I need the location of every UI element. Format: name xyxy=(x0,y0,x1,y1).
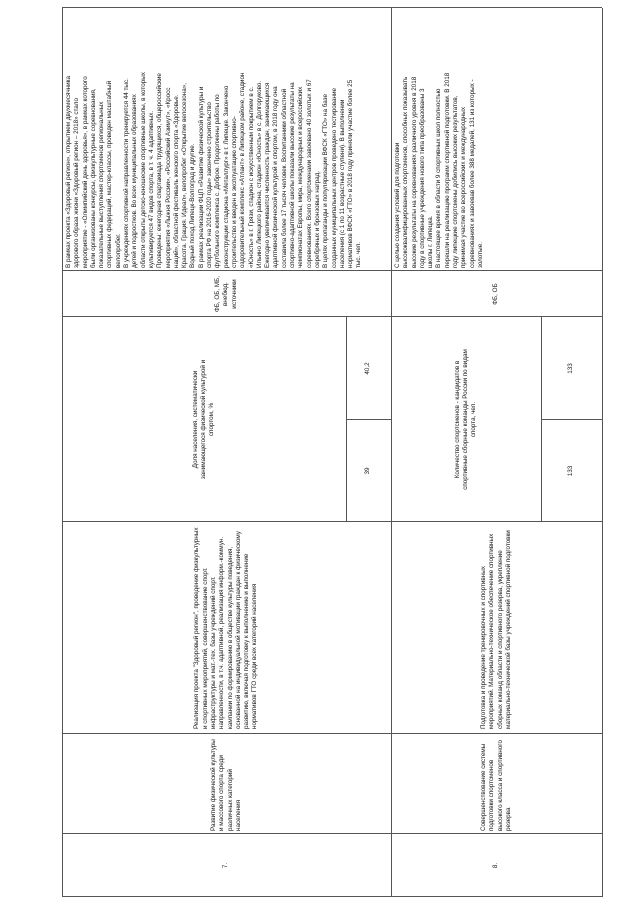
result-line: культивируется 47 видов спорта, в т. ч. 4 адаптивных. xyxy=(147,110,155,268)
result-line: области открыты детско-юношеские спортивные школы, в которых xyxy=(139,72,147,268)
result-line: велопробег. xyxy=(114,233,122,268)
result-line: спортивных федераций, мастер-классы, проведен масштабный xyxy=(106,80,114,268)
result-line: спортивно-адаптивной школы показали высокие результаты на xyxy=(289,82,297,268)
result-line: соревнованиях. Всего спортсменами завоевано 40 золотых и 67 xyxy=(305,79,313,268)
result-line: «Юность» в г. Грязи, стадион с искусственным покрытием в с. xyxy=(247,86,255,268)
result-line: В настоящее время в области 9 спортивных школ полностью xyxy=(435,88,443,268)
funding-sources-cell: ФБ, ОБ, МБ, внебюд. источники xyxy=(214,275,238,313)
table-border-bottom xyxy=(602,8,603,897)
direction-cell: Совершенствование системы подготовки спортсменов высокого класса и спортивного резерва xyxy=(479,740,512,831)
result-line: созданных муниципальных центров проведено тестирование xyxy=(330,88,338,268)
indicator-cell: Доля населения, систематически занимающегося физической культурой и спортом, % xyxy=(191,359,216,480)
result-line: С целью создания условий для подготовки xyxy=(394,142,401,268)
result-line: высокие результаты на соревнованиях различного уровня в 2018 xyxy=(410,76,418,268)
result-line: населения (с 1 по 11 возрастные ступени). В выполнении xyxy=(338,99,346,268)
row-number: 7. xyxy=(222,862,230,869)
result-line: мероприятия «Лыжня России», «Российский Азимут», «Кросс xyxy=(164,87,172,268)
result-line: спорта РФ на 2016-2020 годы» закончено строительство xyxy=(206,102,214,268)
result-line: адаптивной физической культурой и спортом, в 2018 году она xyxy=(272,86,280,268)
result-line: году липецкие спортсмены добились высоких результатов, xyxy=(452,95,460,268)
result-line: составила более 17 тысяч человек. Воспитанники областной xyxy=(280,88,288,268)
result-line: перешли на реализацию программ спортивной подготовки. В 2018 xyxy=(443,72,451,268)
result-cell xyxy=(62,8,391,271)
indicator-plan-value: 39 xyxy=(364,467,372,475)
result-line: В рамках проекта «Здоровый регион», открытием двухмесячника xyxy=(65,75,72,268)
result-line: Красота. Грация. Идеал», велопробег «Открытие велосезона», xyxy=(181,83,189,268)
result-line: нормативов ВФСК «ГТО» в 2018 году приняли участие более 25 xyxy=(347,79,355,268)
result-line: наций», областной фестиваль женского спорта «Здоровье. xyxy=(172,94,180,268)
result-line: чемпионатах Европы, мира, международных и всероссийских xyxy=(297,86,305,268)
result-line: строительство и введен в эксплуатацию спортивно- xyxy=(230,116,238,268)
result-line: детей и подростков. Во всех муниципальных образованиях xyxy=(131,94,139,268)
result-line: реконструкции стадиона «Металлург» в г. Липецке. Закончено xyxy=(222,85,230,268)
indicator-fact-value: 133 xyxy=(567,363,575,374)
result-line: принимая участие во всероссийских и международных xyxy=(460,107,468,268)
result-line: оздоровительный комплекс «Атлант» в Липецком районе, стадион xyxy=(239,72,247,268)
result-line: мероприятие - «Олимпийский день здоровья», в рамках которого xyxy=(81,76,89,268)
activity-cell: Подготовка и проведение тренировочных и спортивных мероприятий. Материально-техническое обеспечение спортивных сборных команд области и спортивного резерва, укрепление материально-технической базы учреждений спортивной подготовки xyxy=(479,530,512,729)
result-line: Ильино Липецкого района, стадион «Юность» в с. Долгоруково. xyxy=(255,80,263,268)
result-cell xyxy=(391,8,602,271)
result-line: серебряных и бронзовых наград. xyxy=(313,170,321,268)
result-line: В целях пропаганды и популяризации ВФСК «ГТО» на базе xyxy=(322,94,330,268)
result-line: были организованы конкурсы, физкультурные соревнования, xyxy=(89,88,97,268)
result-line: В учреждениях спортивной направленности тренируется 44 тыс. xyxy=(123,78,131,268)
report-table xyxy=(62,8,602,897)
result-line: Проведены: ежегодная спартакиада трудящихся, общероссийские xyxy=(156,73,164,268)
result-line: показательные выступления спортсменов региональных xyxy=(98,101,106,268)
direction-cell: Развитие физической культуры и массового спорта среди различных категорий населения xyxy=(209,739,242,831)
indicator-fact-value: 40,2 xyxy=(364,362,372,375)
result-line: году в спортивные учреждения нового типа преобразованы 3 xyxy=(418,88,426,268)
result-line: здорового образа жизни «Здоровый регион – 2018» стало xyxy=(73,97,81,268)
result-line: соревнованиях и завоевав более 388 медалей, 131 из которых - xyxy=(468,79,476,268)
result-line: школы г. Липецка. xyxy=(427,215,435,268)
result-line: В рамках реализации ФЦП «Развитие физической культуры и xyxy=(197,86,205,268)
indicator-plan-value: 133 xyxy=(567,465,575,477)
result-line: Водный поход Липецк-Волгоград и другие. xyxy=(189,143,197,268)
row-number: 8. xyxy=(492,862,500,869)
activity-cell: Реализация проекта "Здоровый регион", проведение физкультурных и спортивных мероприятий, совершенствование спорт. инфраструктуры и мат.-тех. базы учреждений спорт. направленности, в т.ч. адаптивной, реализация информ.-коммун. кампании по формированию в обществе культуры поведения, основанной на индивидуальной мотивации граждан к физическому развитию, включая подготовку к выполнению и выполнение нормативов ГТО среди всех категорий населения xyxy=(193,527,259,729)
result-line: футбольного комплекса с. Доброе. Продолжены работы по xyxy=(214,94,222,268)
result-line: Ежегодно увеличивается численность граждан, занимающихся xyxy=(264,82,272,268)
indicator-cell: Количество спортсменов - кандидатов в спортивные сборные команды России по видам спорта, чел. xyxy=(453,349,478,490)
result-line: тыс. чел. xyxy=(355,241,363,268)
result-line: высококвалифицированных спортсменов, способных показывать xyxy=(402,76,410,268)
funding-sources-cell: ФБ, ОБ xyxy=(492,283,500,305)
result-line: золотые. xyxy=(476,242,484,268)
